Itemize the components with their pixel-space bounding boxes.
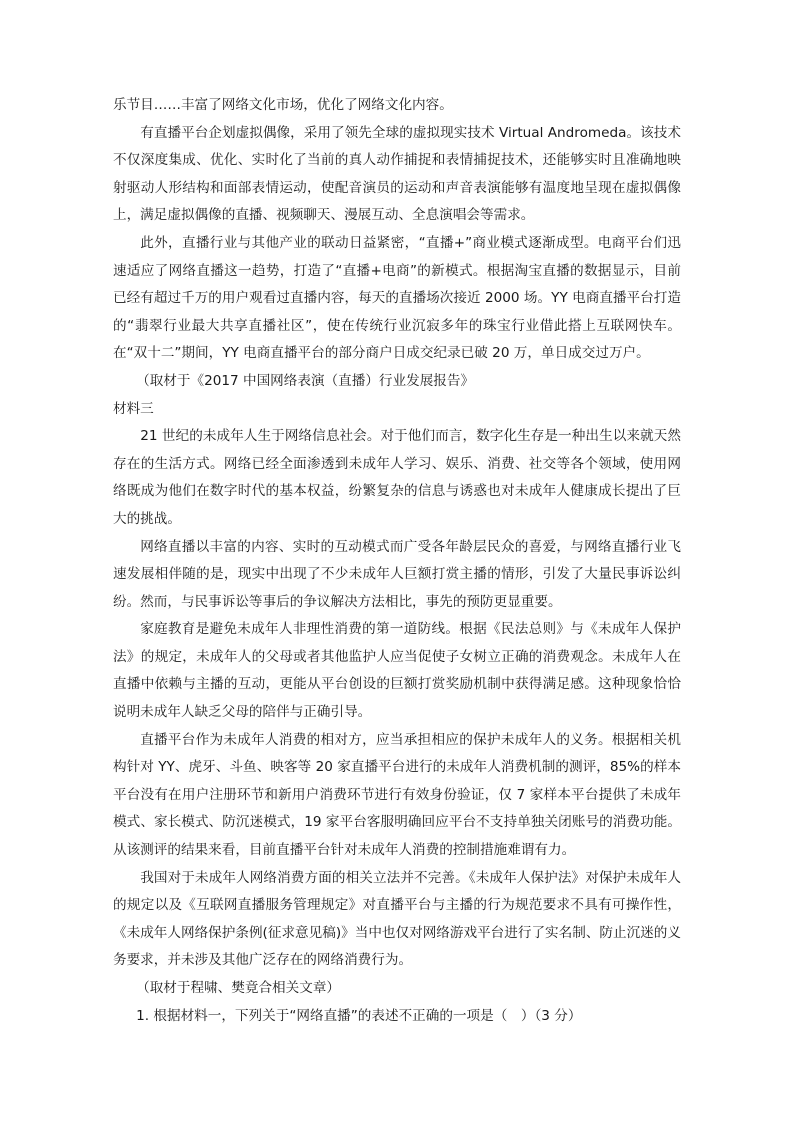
document-body	[113, 92, 681, 1030]
source-citation-material3: （取材于程啸、樊竟合相关文章）	[136, 980, 341, 996]
paragraph-family-education: 家庭教育是避免未成年人非理性消费的第一道防线。根据《民法总则》与《未成年人保护法》的规定，未成年人的父母或者其他监护人应当促使子女树立正确的消费观念。未成年人在直播中依赖与主播的互动，更能从平台创设的巨额打赏奖励机制中获得满足感。这种现象恰恰说明未成年人缺乏父母的陪伴与正确引导。	[113, 621, 681, 721]
paragraph-virtual-idol: 有直播平台企划虚拟偶像，采用了领先全球的虚拟现实技术 Virtual Andromeda。该技术不仅深度集成、优化、实时化了当前的真人动作捕捉和表情捕捉技术，还能够实时且准确地映射驱动人形结构和面部表情运动，使配音演员的运动和声音表演能够有温度地呈现在虚拟偶像上，满足虚拟偶像的直播、视频聊天、漫展互动、全息演唱会等需求。	[113, 124, 681, 224]
paragraph-continued: 乐节目……丰富了网络文化市场，优化了网络文化内容。	[113, 97, 453, 113]
paragraph-minors-digital: 21 世纪的未成年人生于网络信息社会。对于他们而言，数字化生存是一种出生以来就天然存在的生活方式。网络已经全面渗透到未成年人学习、娱乐、消费、社交等各个领域，使用网络既成为他们在数字时代的基本权益，纷繁复杂的信息与诱惑也对未成年人健康成长提出了巨大的挑战。	[113, 428, 681, 527]
source-citation-material2: （取材于《2017 中国网络表演（直播）行业发展报告》	[136, 372, 475, 389]
question-1: 1. 根据材料一，下列关于“网络直播”的表述不正确的一项是（ ）（3 分）	[136, 1007, 582, 1024]
paragraph-minors-tipping: 网络直播以丰富的内容、实时的互动模式而广受各年龄层民众的喜爱，与网络直播行业飞速发展相伴随的是，现实中出现了不少未成年人巨额打赏主播的情形，引发了大量民事诉讼纠纷。然而，与民事诉讼等事后的争议解决方法相比，事先的预防更显重要。	[113, 538, 681, 610]
paragraph-live-plus: 此外，直播行业与其他产业的联动日益紧密，“直播+”商业模式逐渐成型。电商平台们迅速适应了网络直播这一趋势，打造了“直播+电商”的新模式。根据淘宝直播的数据显示，目前已经有超过千万的用户观看过直播内容，每天的直播场次接近 2000 场。YY 电商直播平台打造的“翡翠行业最大共享直播社区”，使在传统行业沉寂多年的珠宝行业借此搭上互联网快车。在“双十二”期间，YY 电商直播平台的部分商户日成交纪录已破 20 万，单日成交过万户。	[113, 234, 681, 362]
paragraph-platform-duty: 直播平台作为未成年人消费的相对方，应当承担相应的保护未成年人的义务。根据相关机构针对 YY、虎牙、斗鱼、映客等 20 家直播平台进行的未成年人消费机制的测评，85%的样本平台没有在用户注册环节和新用户消费环节进行有效身份验证，仅 7 家样本平台提供了未成年模式、家长模式、防沉迷模式，19 家平台客服明确回应平台不支持单独关闭账号的消费功能。从该测评的结果来看，目前直播平台针对未成年人消费的控制措施难谓有力。	[113, 731, 681, 859]
paragraph-legislation: 我国对于未成年人网络消费方面的相关立法并不完善。《未成年人保护法》对保护未成年人的规定以及《互联网直播服务管理规定》对直播平台与主播的行为规范要求不具有可操作性，《未成年人网络保护条例(征求意见稿)》当中也仅对网络游戏平台进行了实名制、防止沉迷的义务要求，并未涉及其他广泛存在的网络消费行为。	[113, 869, 681, 969]
section-heading-material3: 材料三	[113, 400, 154, 417]
